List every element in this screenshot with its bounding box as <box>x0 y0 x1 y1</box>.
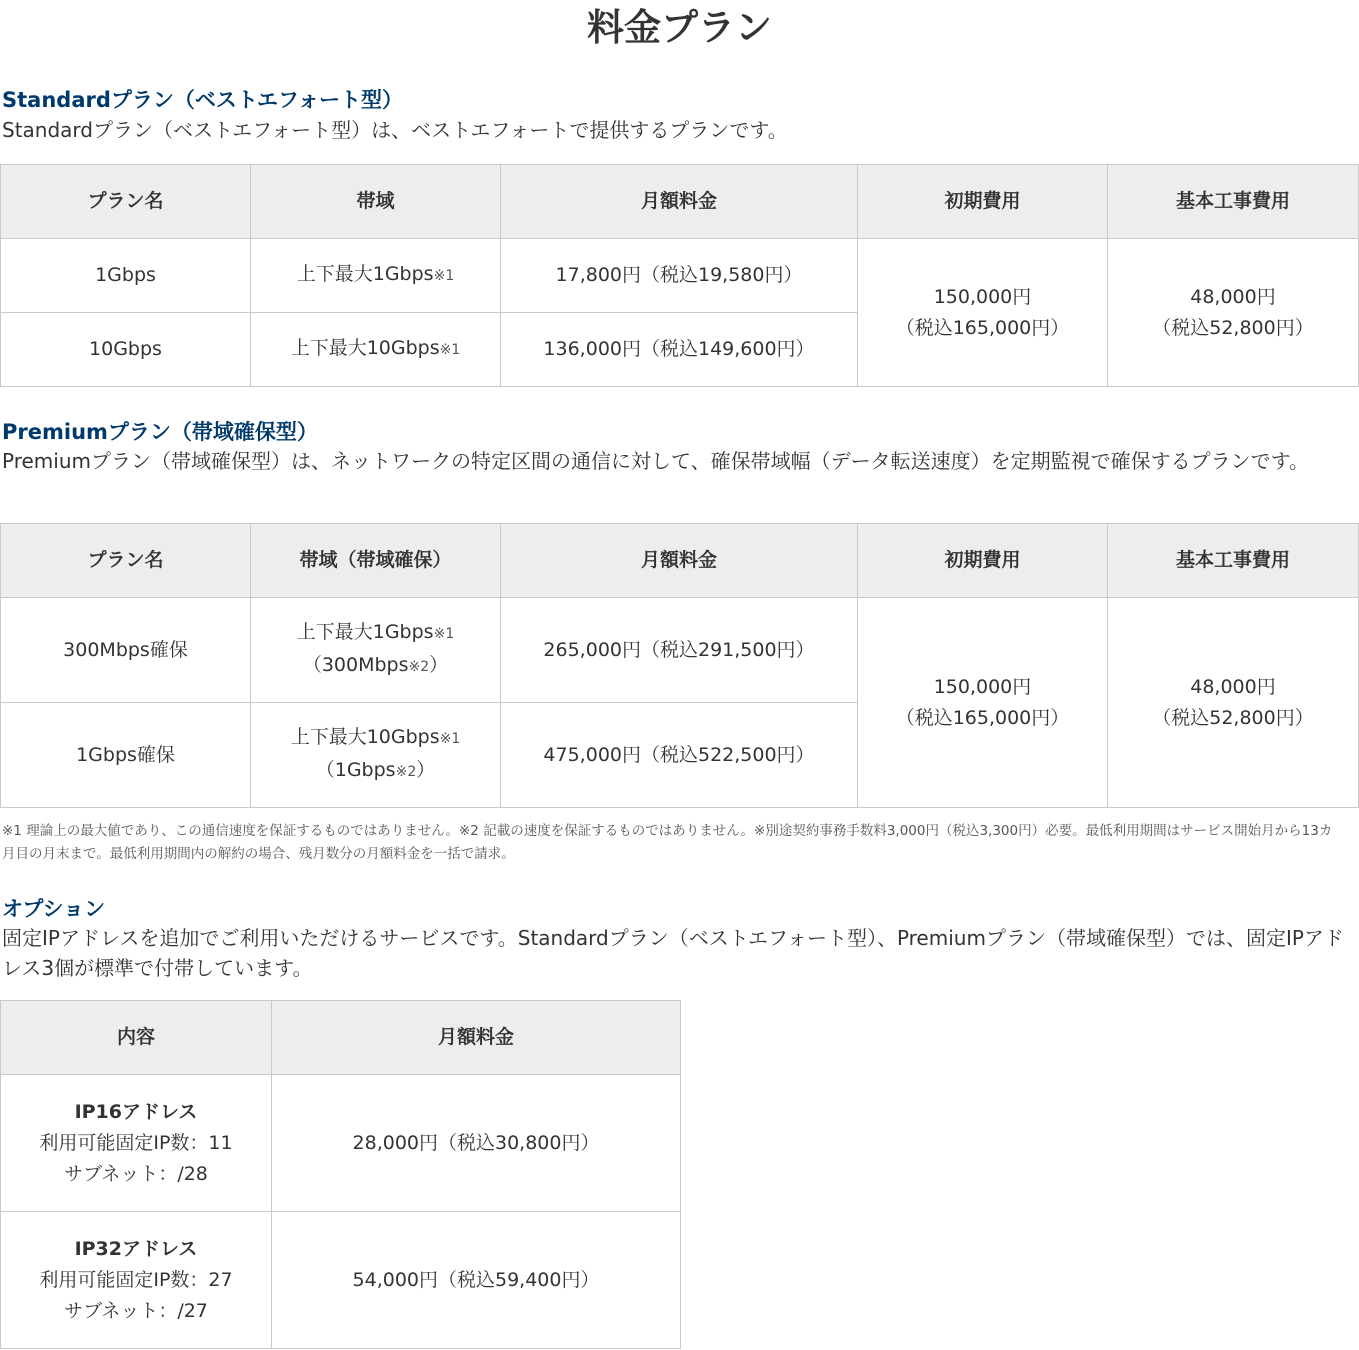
footnote-mark: ※1 <box>433 626 455 642</box>
construction-fee-cell <box>1108 239 1359 387</box>
table-row <box>1 1212 681 1349</box>
table-row <box>1 1075 681 1212</box>
column-header-monthly-fee: 月額料金 <box>272 1001 681 1075</box>
column-header-plan-name: プラン名 <box>1 165 251 239</box>
footnote-mark: ※1 <box>439 731 461 747</box>
bandwidth-value: 上下最大10Gbps <box>290 337 440 359</box>
guaranteed-bandwidth-value: （1Gbps <box>315 759 396 781</box>
table-row <box>1 239 1359 313</box>
guaranteed-bandwidth-value: （300Mbps <box>302 654 409 676</box>
guaranteed-bandwidth-line <box>251 755 500 788</box>
table-header-row <box>1 1001 681 1075</box>
column-header-initial-fee: 初期費用 <box>858 165 1108 239</box>
initial-fee-tax: （税込165,000円） <box>895 706 1070 729</box>
available-ip-count: 利用可能固定IP数：27 <box>39 1268 233 1291</box>
subnet: サブネット：/28 <box>64 1162 208 1185</box>
footnotes: ※1 理論上の最大値であり、この通信速度を保証するものではありません。※2 記載の速度を保証するものではありません。※別途契約事務手数料3,000円（税込3,300円）必要。最低利用期間はサービス開始月から13カ月目の月末まで。最低利用期間内の解約の場合、残月数分の月額料金を一括で請求。 <box>2 823 1333 862</box>
column-header-bandwidth: 帯域 <box>251 165 501 239</box>
subnet: サブネット：/27 <box>64 1299 208 1322</box>
guaranteed-bandwidth-line <box>251 650 500 683</box>
table-header-row <box>1 524 1359 598</box>
plan-name-cell: 1Gbps確保 <box>1 703 251 808</box>
bandwidth-cell <box>251 703 501 808</box>
monthly-fee-cell: 54,000円（税込59,400円） <box>272 1212 681 1349</box>
plan-name-cell: 1Gbps <box>1 239 251 313</box>
standard-plan-description: Standardプラン（ベストエフォート型）は、ベストエフォートで提供するプランです。 <box>2 118 788 142</box>
column-header-initial-fee: 初期費用 <box>858 524 1108 598</box>
premium-plan-table <box>0 523 1359 808</box>
bandwidth-cell <box>251 598 501 703</box>
bandwidth-value: 上下最大1Gbps <box>296 621 434 643</box>
option-content-cell <box>1 1075 272 1212</box>
initial-fee-value: 150,000円 <box>933 675 1032 698</box>
guaranteed-bandwidth-close: ） <box>429 654 449 676</box>
construction-fee-value: 48,000円 <box>1190 675 1276 698</box>
construction-fee-tax: （税込52,800円） <box>1152 316 1314 339</box>
initial-fee-value: 150,000円 <box>933 285 1032 308</box>
table-header-row <box>1 165 1359 239</box>
construction-fee-value: 48,000円 <box>1190 285 1276 308</box>
option-table <box>0 1000 681 1349</box>
bandwidth-cell <box>251 239 501 313</box>
column-header-plan-name: プラン名 <box>1 524 251 598</box>
footnote-mark: ※1 <box>439 342 461 358</box>
footnote-mark: ※2 <box>395 764 417 780</box>
bandwidth-cell <box>251 313 501 387</box>
option-content-cell <box>1 1212 272 1349</box>
initial-fee-cell <box>858 239 1108 387</box>
premium-plan-heading: Premiumプラン（帯域確保型） <box>2 420 318 444</box>
bandwidth-value: 上下最大10Gbps <box>290 726 440 748</box>
option-name: IP16アドレス <box>74 1100 198 1123</box>
standard-plan-heading: Standardプラン（ベストエフォート型） <box>2 88 403 112</box>
page-title: 料金プラン <box>587 6 772 49</box>
construction-fee-tax: （税込52,800円） <box>1152 706 1314 729</box>
monthly-fee-cell: 265,000円（税込291,500円） <box>501 598 858 703</box>
plan-name-cell: 10Gbps <box>1 313 251 387</box>
column-header-content: 内容 <box>1 1001 272 1075</box>
plan-name-cell: 300Mbps確保 <box>1 598 251 703</box>
footnote-mark: ※2 <box>408 659 430 675</box>
table-row <box>1 598 1359 703</box>
bandwidth-line <box>251 722 500 755</box>
standard-plan-table <box>0 164 1359 387</box>
monthly-fee-cell: 136,000円（税込149,600円） <box>501 313 858 387</box>
construction-fee-cell <box>1108 598 1359 808</box>
bandwidth-line <box>251 617 500 650</box>
initial-fee-tax: （税込165,000円） <box>895 316 1070 339</box>
monthly-fee-cell: 28,000円（税込30,800円） <box>272 1075 681 1212</box>
initial-fee-cell <box>858 598 1108 808</box>
column-header-construction-fee: 基本工事費用 <box>1108 165 1359 239</box>
option-name: IP32アドレス <box>74 1237 198 1260</box>
monthly-fee-cell: 17,800円（税込19,580円） <box>501 239 858 313</box>
column-header-monthly-fee: 月額料金 <box>501 524 858 598</box>
column-header-monthly-fee: 月額料金 <box>501 165 858 239</box>
column-header-construction-fee: 基本工事費用 <box>1108 524 1359 598</box>
premium-plan-description: Premiumプラン（帯域確保型）は、ネットワークの特定区間の通信に対して、確保帯域幅（データ転送速度）を定期監視で確保するプランです。 <box>2 449 1309 473</box>
bandwidth-value: 上下最大1Gbps <box>296 263 434 285</box>
monthly-fee-cell: 475,000円（税込522,500円） <box>501 703 858 808</box>
option-heading: オプション <box>2 897 106 921</box>
column-header-bandwidth-guarantee: 帯域（帯域確保） <box>251 524 501 598</box>
available-ip-count: 利用可能固定IP数：11 <box>39 1131 233 1154</box>
option-description: 固定IPアドレスを追加でご利用いただけるサービスです。Standardプラン（ベストエフォート型）、Premiumプラン（帯域確保型）では、固定IPアドレス3個が標準で付帯しています。 <box>2 926 1344 980</box>
footnote-mark: ※1 <box>433 268 455 284</box>
guaranteed-bandwidth-close: ） <box>416 759 436 781</box>
